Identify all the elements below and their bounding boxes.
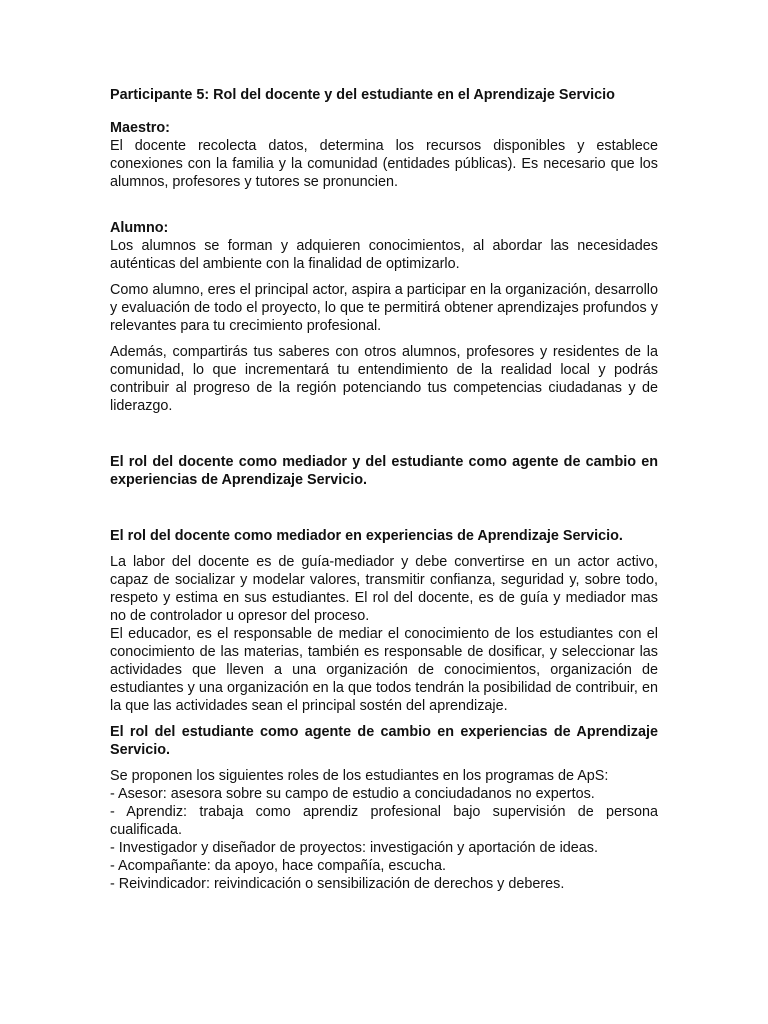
estudiante-section: [110, 723, 658, 893]
maestro-text: El docente recolecta datos, determina los recursos disponibles y establece conexiones con la familia y la comunidad (entidades públicas). Es necesario que los alumnos, profesores y tutores se pronuncien.: [110, 138, 658, 190]
docente-text-1: La labor del docente es de guía-mediador y debe convertirse en un actor activo, capaz de socializar y modelar valores, transmitir confianza, seguridad y, sobre todo, respeto y estima en sus estudiantes. El rol del docente, es de guía y mediador mas no de controlador u opresor del proceso.: [110, 554, 658, 624]
section-heading: El rol del docente como mediador y del estudiante como agente de cambio en experiencias de Aprendizaje Servicio.: [110, 454, 658, 488]
alumno-heading: Alumno:: [110, 220, 169, 236]
docente-text-2: El educador, es el responsable de mediar el conocimiento de los estudiantes con el conocimiento de las materias, también es responsable de dosificar, y seleccionar las actividades que lleven a una organización de conocimientos, organización de estudiantes y una organización en la que todos tendrán la posibilidad de contribuir, en la que las actividades sean el principal sostén del aprendizaje.: [110, 626, 658, 714]
alumno-text-3: Además, compartirás tus saberes con otros alumnos, profesores y residentes de la comunidad, lo que incrementará tu entendimiento de la realidad local y podrás contribuir al progreso de la región potenciando tus competencias ciudadanas y de liderazgo.: [110, 344, 658, 414]
maestro-heading: Maestro:: [110, 120, 170, 136]
alumno-text-1: Los alumnos se forman y adquieren conocimientos, al abordar las necesidades auténticas del ambiente con la finalidad de optimizarlo.: [110, 238, 658, 272]
estudiante-intro: Se proponen los siguientes roles de los estudiantes en los programas de ApS:: [110, 768, 609, 784]
estudiante-heading: El rol del estudiante como agente de cambio en experiencias de Aprendizaje Servicio.: [110, 724, 658, 758]
maestro-section: [110, 119, 658, 191]
role-item-acompanante: - Acompañante: da apoyo, hace compañía, escucha.: [110, 858, 447, 874]
role-item-asesor: - Asesor: asesora sobre su campo de estudio a conciudadanos no expertos.: [110, 786, 595, 802]
role-item-aprendiz: - Aprendiz: trabaja como aprendiz profesional bajo supervisión de persona cualificada.: [110, 804, 658, 838]
alumno-section: [110, 219, 658, 415]
document-title: Participante 5: Rol del docente y del estudiante en el Aprendizaje Servicio: [110, 87, 615, 103]
role-item-investigador: - Investigador y diseñador de proyectos: investigación y aportación de ideas.: [110, 840, 598, 856]
role-item-reivindicador: - Reivindicador: reivindicación o sensibilización de derechos y deberes.: [110, 876, 565, 892]
docente-section: [110, 527, 658, 715]
docente-heading: El rol del docente como mediador en experiencias de Aprendizaje Servicio.: [110, 528, 623, 544]
alumno-text-2: Como alumno, eres el principal actor, aspira a participar en la organización, desarrollo y evaluación de todo el proyecto, lo que te permitirá obtener aprendizajes profundos y relevantes para tu crecimiento profesional.: [110, 282, 658, 334]
document-page: [110, 86, 658, 893]
